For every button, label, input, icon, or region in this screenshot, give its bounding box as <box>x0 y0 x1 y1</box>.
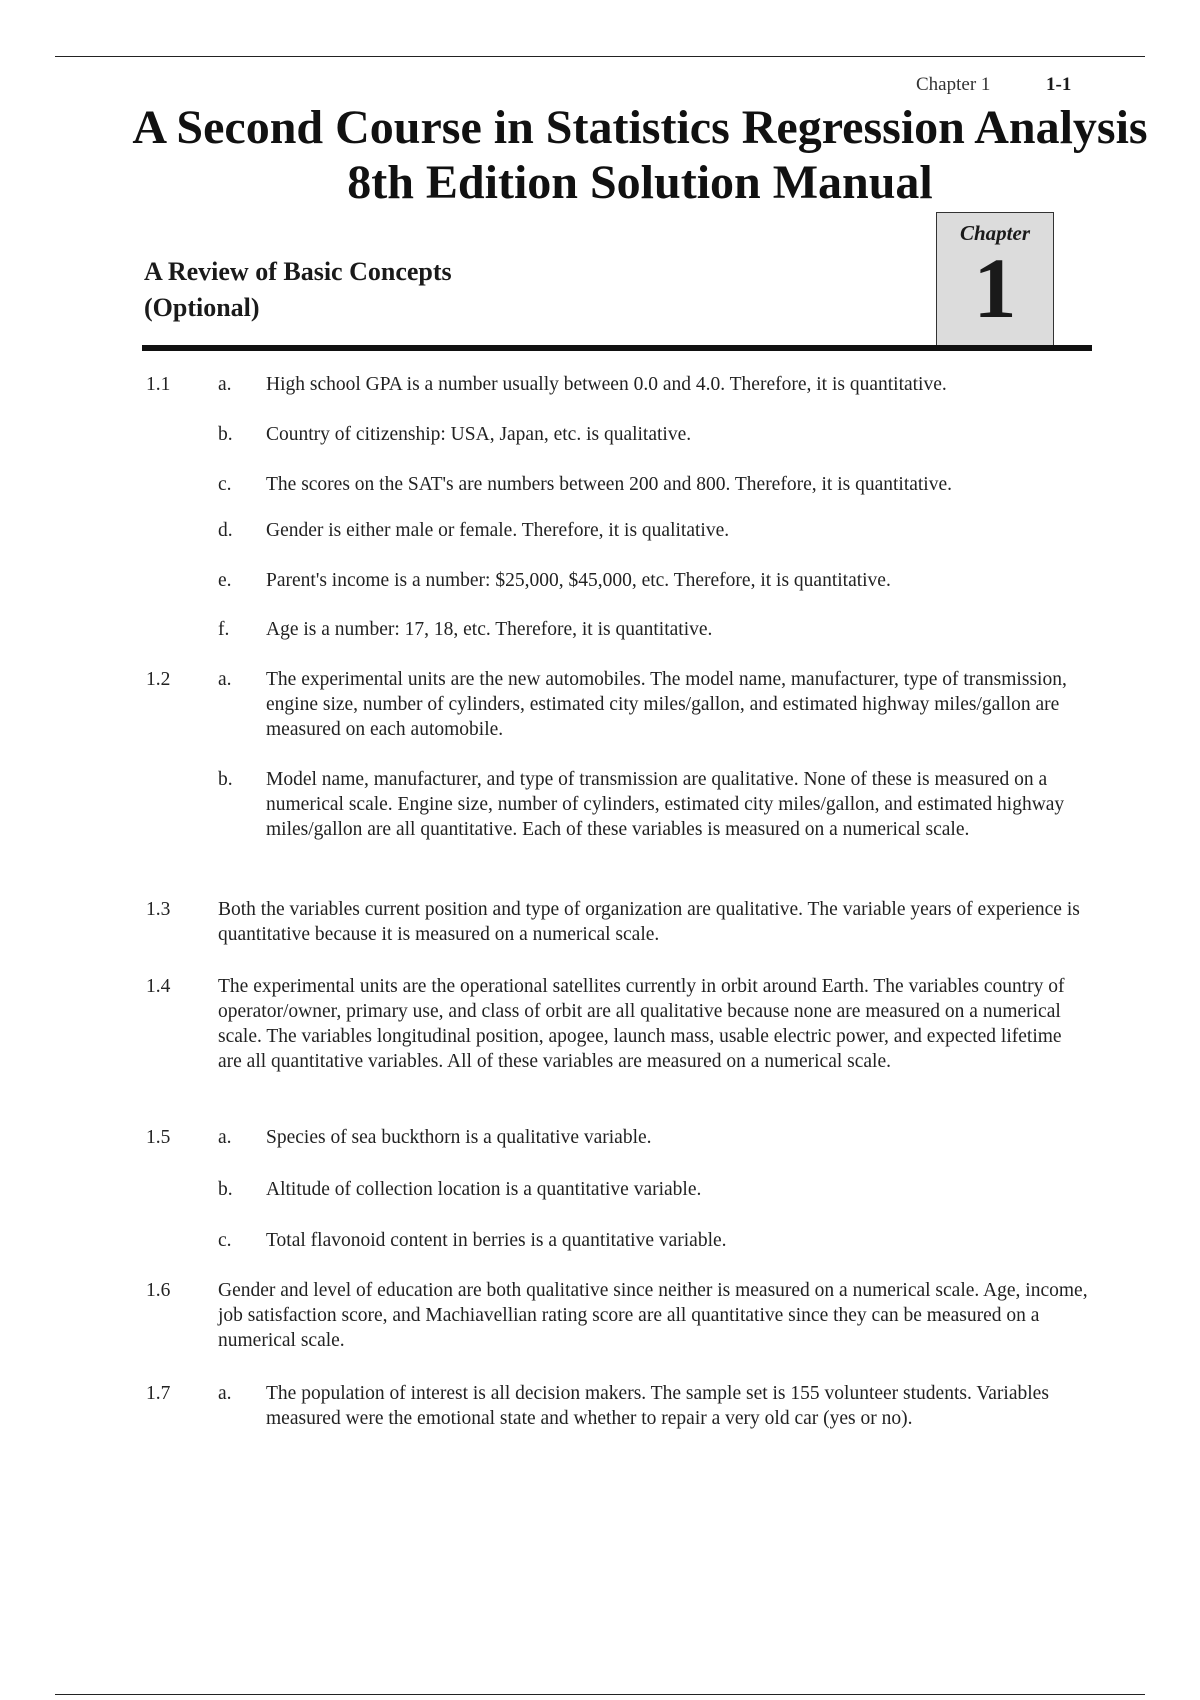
exercise-part-letter: c. <box>218 1230 232 1251</box>
exercise-answer-text: High school GPA is a number usually between 0.0 and 4.0. Therefore, it is quantitative. <box>266 374 947 395</box>
top-rule <box>55 56 1145 57</box>
exercise-part-letter: a. <box>218 669 232 690</box>
running-head-chapter: Chapter 1 <box>916 74 991 95</box>
exercise-answer-text: Age is a number: 17, 18, etc. Therefore, it is quantitative. <box>266 619 713 640</box>
exercise-answer-text: The population of interest is all decision makers. The sample set is 155 volunteer students. Variables measured were the emotional state and whether to repair a very old car (yes or no). <box>266 1383 1049 1429</box>
chapter-heading-line-2: (Optional) <box>144 293 260 322</box>
exercise-answer-text: The scores on the SAT's are numbers between 200 and 800. Therefore, it is quantitative. <box>266 474 953 495</box>
exercise-answer-text: Model name, manufacturer, and type of transmission are qualitative. None of these is measured on a numerical scale. Engine size, number of cylinders, estimated city miles/gallon, and estimated highway miles/gallon are all quantitative. Each of these variables is measured on a numerical scale. <box>266 769 1065 840</box>
exercise-answer-text: Gender is either male or female. Therefore, it is qualitative. <box>266 520 730 541</box>
exercise-part-letter: d. <box>218 520 233 541</box>
document-title <box>80 100 1200 210</box>
chapter-number-box <box>936 212 1054 345</box>
exercise-part-letter: e. <box>218 570 232 591</box>
exercise-answer-text: Altitude of collection location is a quantitative variable. <box>266 1179 702 1200</box>
running-head-page-number: 1-1 <box>1046 74 1072 95</box>
bottom-rule <box>55 1694 1145 1695</box>
exercise-part-letter: b. <box>218 424 233 445</box>
exercise-number: 1.6 <box>146 1280 171 1301</box>
exercise-part-letter: b. <box>218 769 233 790</box>
exercise-number: 1.5 <box>146 1127 171 1148</box>
chapter-heading-rule <box>142 345 1092 351</box>
exercise-answer-text: The experimental units are the operational satellites currently in orbit around Earth. The variables country of operator/owner, primary use, and class of orbit are all qualitative because none are measured on a numerical scale. The variables longitudinal position, apogee, launch mass, usable electric power, and expected lifetime are all quantitative variables. All of these variables are measured on a numerical scale. <box>218 976 1065 1072</box>
document-title-line-1: A Second Course in Statistics Regression Analysis <box>132 101 1148 154</box>
exercise-part-letter: a. <box>218 1383 232 1404</box>
exercise-part-letter: b. <box>218 1179 233 1200</box>
exercise-answer-text: Species of sea buckthorn is a qualitative variable. <box>266 1127 652 1148</box>
exercise-part-letter: f. <box>218 619 230 640</box>
exercise-answer-text: The experimental units are the new automobiles. The model name, manufacturer, type of transmission, engine size, number of cylinders, estimated city miles/gallon, and estimated highway miles/gallon are measured on each automobile. <box>266 669 1067 740</box>
exercise-number: 1.3 <box>146 899 171 920</box>
chapter-heading-line-1: A Review of Basic Concepts <box>144 257 452 286</box>
exercise-number: 1.4 <box>146 976 171 997</box>
exercise-part-letter: c. <box>218 474 232 495</box>
chapter-box-label: Chapter <box>959 221 1030 245</box>
exercise-answer-text: Total flavonoid content in berries is a quantitative variable. <box>266 1230 727 1251</box>
exercise-part-letter: a. <box>218 1127 232 1148</box>
exercise-number: 1.2 <box>146 669 171 690</box>
exercise-number: 1.1 <box>146 374 171 395</box>
exercise-part-letter: a. <box>218 374 232 395</box>
exercise-answer-text: Both the variables current position and type of organization are qualitative. The variable years of experience is quantitative because it is measured on a numerical scale. <box>218 899 1080 945</box>
exercise-answer-text: Gender and level of education are both qualitative since neither is measured on a numerical scale. Age, income, job satisfaction score, and Machiavellian rating score are all quantitative since they can be measured on a numerical scale. <box>218 1280 1088 1351</box>
exercise-answer-text: Parent's income is a number: $25,000, $45,000, etc. Therefore, it is quantitative. <box>266 570 891 591</box>
chapter-heading <box>144 254 452 326</box>
exercise-number: 1.7 <box>146 1383 171 1404</box>
document-title-line-2: 8th Edition Solution Manual <box>347 156 933 209</box>
chapter-box-number: 1 <box>973 240 1017 336</box>
exercise-answer-text: Country of citizenship: USA, Japan, etc. is qualitative. <box>266 424 692 445</box>
